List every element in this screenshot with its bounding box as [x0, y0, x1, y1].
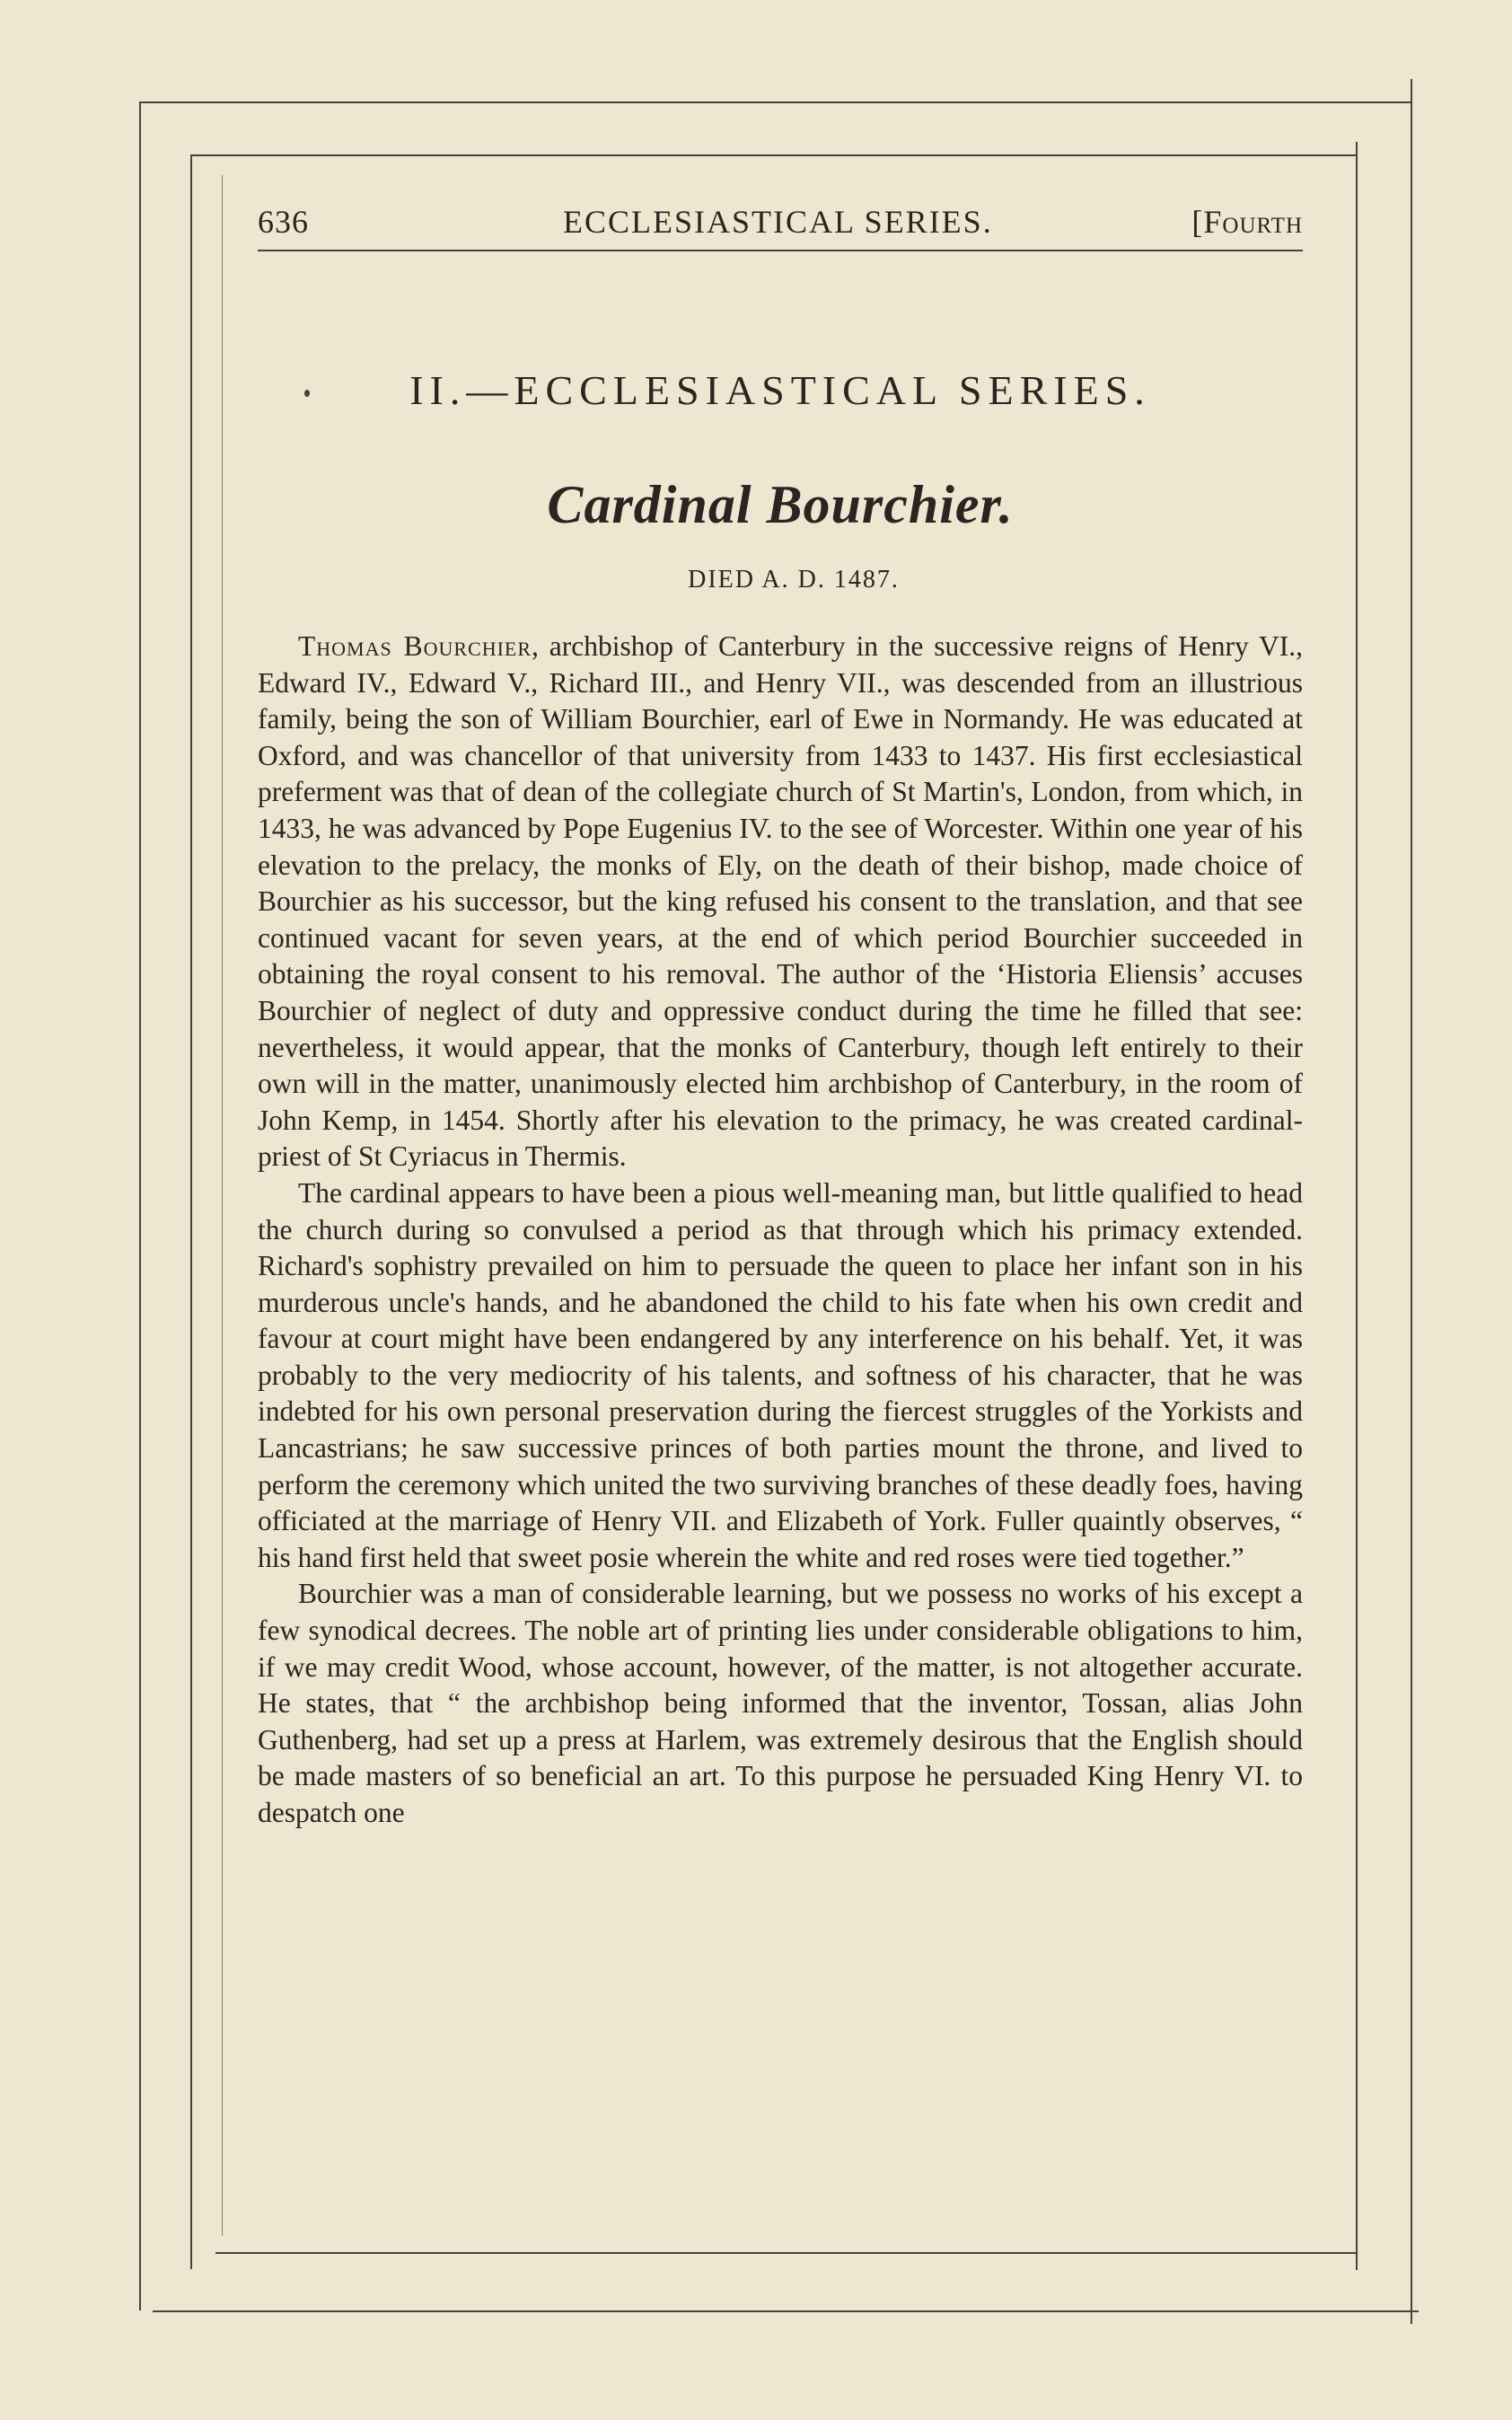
paragraph-text: , archbishop of Canterbury in the successive reigns of Henry VI., Edward IV., Edward V., Richard III., and Henry VII., was descended from an illustrious family, being the son of William Bourchier, earl of Ewe in Normandy. He was educated at Oxford, and was chancellor of that university from 1433 to 1437. His first ecclesiastical preferment was that of dean of the collegiate church of St Martin's, London, from which, in 1433, he was advanced by Pope Eugenius IV. to the see of Worcester. Within one year of his elevation to the prelacy, the monks of Ely, on the death of their bishop, made choice of Bourchier as his successor, but the king refused his consent to the translation, and that see continued vacant for seven years, at the end of which period Bourchier succeeded in obtaining the royal consent to his removal. The author of the ‘Historia Eliensis’ accuses Bourchier of neglect of duty and oppressive conduct during the time he filled that see: nevertheless, it would appear, that the monks of Canterbury, though left entirely to their own will in the matter, unanimously elected him archbishop of Canterbury, in the room of John Kemp, in 1454. Shortly after his elevation to the primacy, he was created cardinal-priest of St Cyriacus in Thermis.: [258, 630, 1303, 1173]
paragraph: [258, 629, 1303, 1175]
inner-frame-right: [1356, 142, 1358, 2270]
page-content: [258, 189, 1303, 2227]
inner-frame-top: [190, 154, 1358, 156]
running-title: ECCLESIASTICAL SERIES.: [563, 204, 993, 240]
article-body: [258, 629, 1303, 1832]
paragraph: [258, 1576, 1303, 1831]
paragraph-text: The cardinal appears to have been a pious well-meaning man, but little qualified to head the church during so convulsed a period as that through which his primacy extended. Richard's sophistry prevailed on him to persuade the queen to place her infant son in his murderous uncle's hands, and he abandoned the child to his fate when his own credit and favour at court might have been endangered by any interference on his behalf. Yet, it was probably to the very mediocrity of his talents, and softness of his character, that he was indebted for his own personal preservation during the fiercest struggles of the Yorkists and Lancastrians; he saw successive princes of both parties mount the throne, and lived to perform the ceremony which united the two surviving branches of these deadly foes, having officiated at the marriage of Henry VII. and Elizabeth of York. Fuller quaintly observes, “ his hand first held that sweet posie wherein the white and red roses were tied together.”: [258, 1176, 1303, 1573]
section-marker: [Fourth: [1191, 204, 1303, 240]
outer-frame-left: [139, 101, 141, 2310]
paragraph-lead: Thomas Bourchier: [298, 630, 532, 662]
header-rule: [258, 250, 1303, 251]
outer-frame-top: [139, 101, 1412, 103]
page-number: 636: [258, 204, 309, 240]
text-margin-line: [222, 175, 223, 2236]
inner-frame-bottom: [215, 2252, 1358, 2254]
paragraph-text: Bourchier was a man of considerable learning, but we possess no works of his except a few synodical decrees. The noble art of printing lies under considerable obligations to him, if we may credit Wood, whose account, however, of the matter, is not altogether accurate. He states, that “ the archbishop being informed that the inventor, Tossan, alias John Guthenberg, had set up a press at Harlem, was extremely desirous that the English should be made masters of so beneficial an art. To this purpose he persuaded King Henry VI. to despatch one: [258, 1578, 1303, 1828]
article-title: Cardinal Bourchier.: [547, 475, 1014, 534]
section-title: II.—ECCLESIASTICAL SERIES.: [409, 367, 1151, 413]
running-header: [258, 203, 1303, 248]
inner-frame-left: [190, 154, 192, 2269]
outer-frame-right: [1411, 79, 1412, 2324]
outer-frame-bottom: [153, 2310, 1419, 2312]
paragraph: [258, 1175, 1303, 1577]
died-line: DIED A. D. 1487.: [688, 566, 900, 594]
